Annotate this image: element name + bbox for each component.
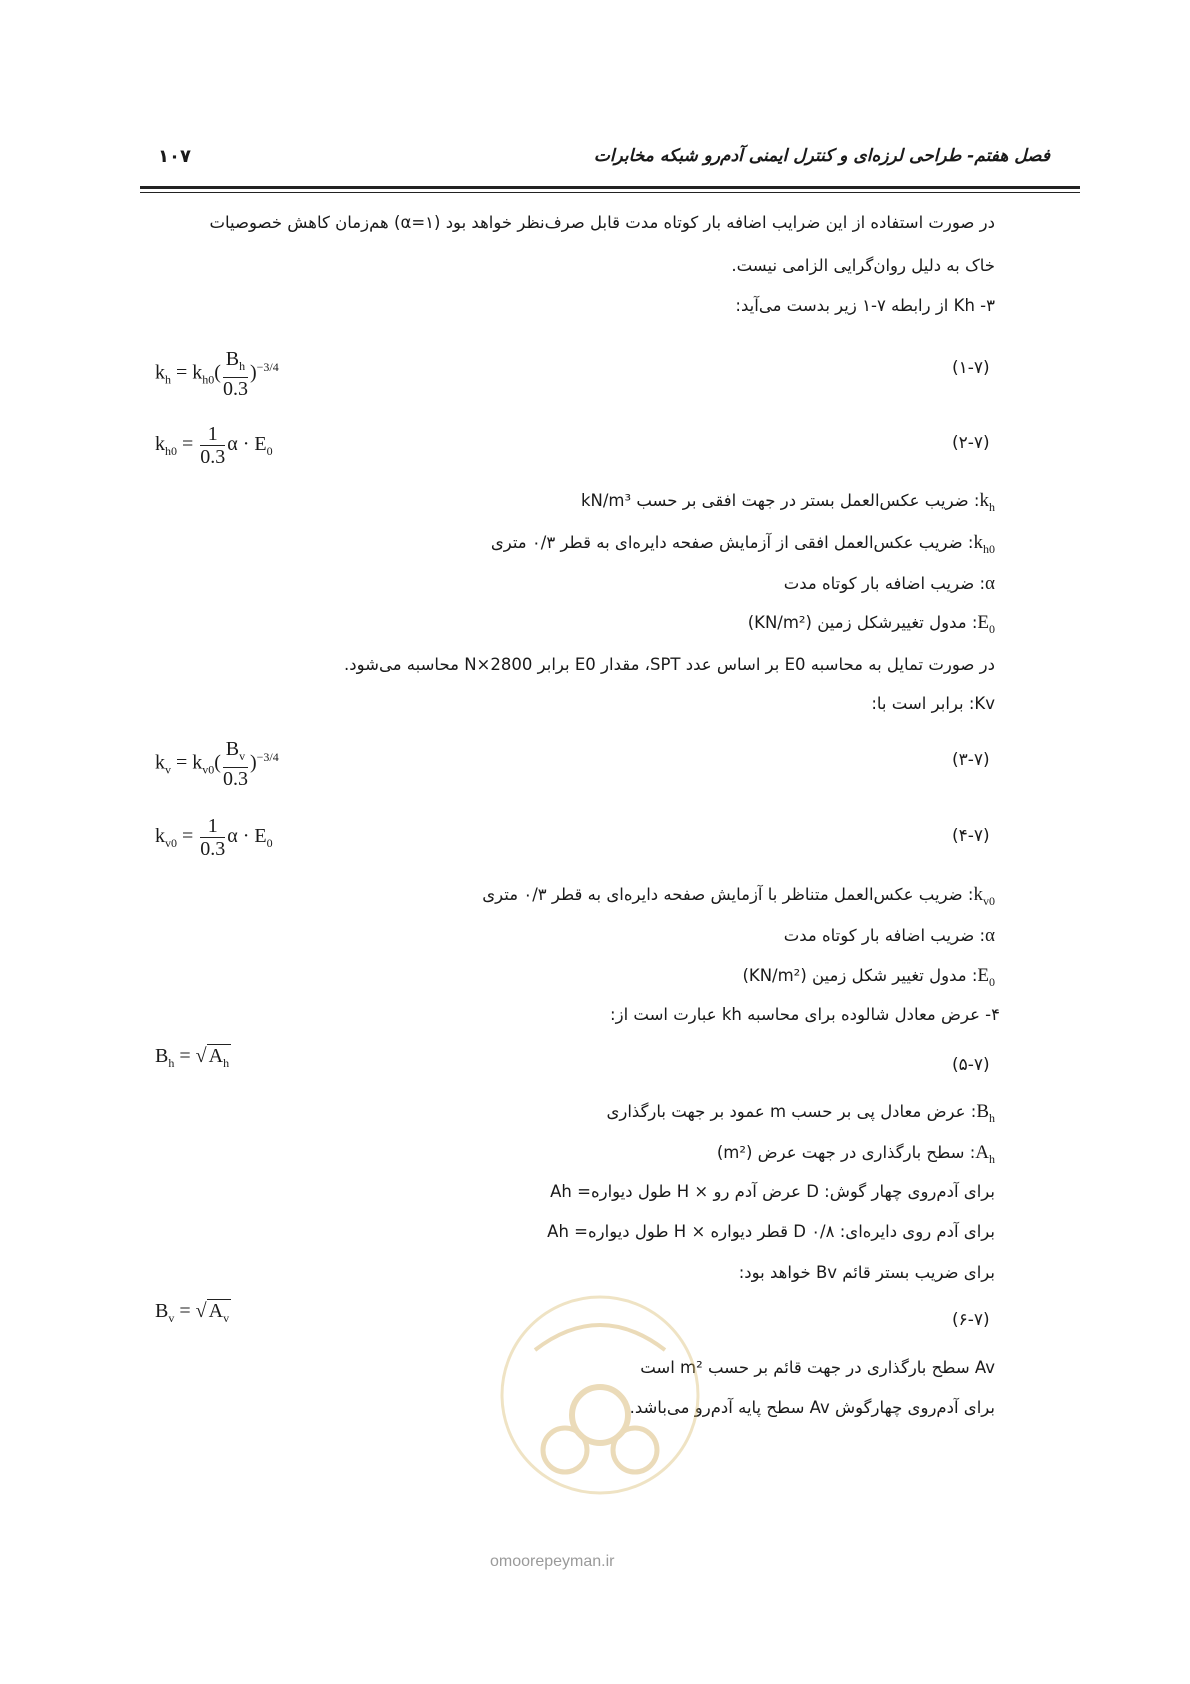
item-4: ۴- عرض معادل شالوده برای محاسبه kh عبارت است از: xyxy=(610,1005,1000,1024)
header-rule-thin xyxy=(140,192,1080,193)
definition-kv0: $k_{v0}$: ضریب عکس‌العمل متناظر با آزمایش صفحه دایره‌ای به قطر ۰/۳ متری xyxy=(482,884,995,908)
bv-intro: برای ضریب بستر قائم Bv خواهد بود: xyxy=(738,1263,995,1282)
definition-bh: $B_h$: عرض معادل پی بر حسب m عمود بر جهت بارگذاری xyxy=(606,1101,995,1125)
equation-kh0: $k_{h0}$ = $\frac{1}{0.3}$ $\alpha \cdot E_0$ xyxy=(155,423,273,468)
definition-e0: $E_0$: مدول تغییر شکل زمین (KN/m²) xyxy=(742,965,995,989)
definition-ah: $A_h$: سطح بارگذاری در جهت عرض (m²) xyxy=(716,1142,995,1166)
equation-number: (۴-۷) xyxy=(952,826,990,846)
equation-number: (۶-۷) xyxy=(952,1310,990,1330)
ah-circle: برای آدم روی دایره‌ای: ۰/۸ D قطر دیواره × H طول دیواره= Ah xyxy=(547,1222,995,1241)
paragraph-line: خاک به دلیل روان‌گرایی الزامی نیست. xyxy=(731,256,995,275)
equation-number: (۵-۷) xyxy=(952,1055,990,1075)
equation-bh: $B_h$ = √ $A_h$ xyxy=(155,1045,230,1070)
definition-e0: $E_0$: مدول تغییرشکل زمین (KN/m²) xyxy=(747,612,995,636)
equation-bv: $B_v$ = √ $A_v$ xyxy=(155,1300,230,1325)
page-number: ۱۰۷ xyxy=(158,146,191,167)
watermark-url: omoorepeyman.ir xyxy=(490,1553,615,1570)
definition-kh0: $k_{h0}$: ضریب عکس‌العمل افقی از آزمایش صفحه دایره‌ای به قطر ۰/۳ متری xyxy=(490,532,995,556)
ah-square: برای آدم‌روی چهار گوش: D عرض آدم رو × H طول دیواره= Ah xyxy=(550,1182,995,1201)
definition-alpha: α: ضریب اضافه بار کوتاه مدت xyxy=(783,573,995,594)
av-square: برای آدم‌روی چهارگوش Av سطح پایه آدم‌رو می‌باشد. xyxy=(629,1398,995,1417)
paragraph-line: در صورت استفاده از این ضرایب اضافه بار کوتاه مدت قابل صرف‌نظر خواهد بود (α=۱) هم‌زمان کاهش خصوصیات xyxy=(209,213,995,232)
header-rule-thick xyxy=(140,186,1080,189)
spt-note: در صورت تمایل به محاسبه E0 بر اساس عدد SPT، مقدار E0 برابر 2800×N محاسبه می‌شود. xyxy=(344,655,995,674)
equation-number: (۱-۷) xyxy=(952,358,990,378)
equation-number: (۲-۷) xyxy=(952,433,990,453)
equation-kh: $k_h = k_{h0}$( $\frac{B_h}{0.3}$ )$^{-3/4}$ xyxy=(155,348,279,400)
equation-kv0: $k_{v0}$ = $\frac{1}{0.3}$ $\alpha \cdot E_0$ xyxy=(155,815,273,860)
definition-kh: $k_h$: ضریب عکس‌العمل بستر در جهت افقی بر حسب kN/m³ xyxy=(580,490,995,514)
item-3: ۳- Kh از رابطه ۷-۱ زیر بدست می‌آید: xyxy=(735,296,995,315)
equation-kv: $k_v = k_{v0}$( $\frac{B_v}{0.3}$ )$^{-3/4}$ xyxy=(155,738,279,790)
av-definition: Av سطح بارگذاری در جهت قائم بر حسب m² است xyxy=(640,1358,995,1377)
watermark-logo xyxy=(495,1290,705,1500)
definition-alpha: α: ضریب اضافه بار کوتاه مدت xyxy=(783,925,995,946)
running-header-title: فصل هفتم- طراحی لرزه‌ای و کنترل ایمنی آدم‌رو شبکه مخابرات xyxy=(593,146,1050,166)
kv-intro: Kv: برابر است با: xyxy=(871,694,995,713)
equation-number: (۳-۷) xyxy=(952,750,990,770)
